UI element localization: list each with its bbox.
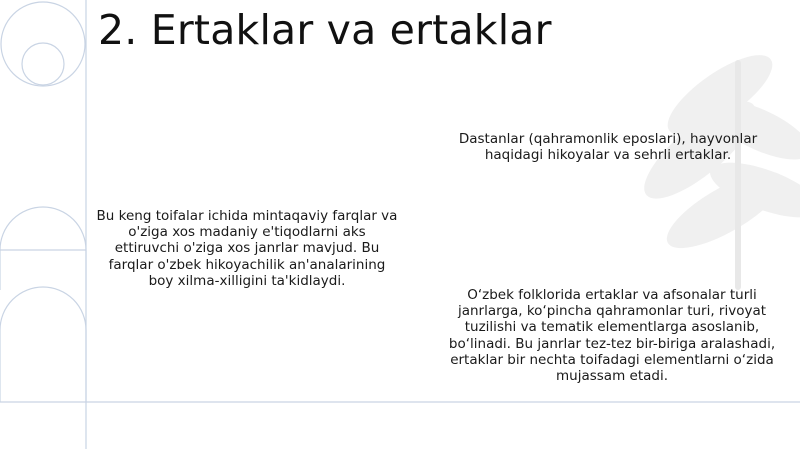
leaf-watermark <box>631 41 800 290</box>
right-top-text-block: Dastanlar (qahramonlik eposlari), hayvonlar haqidagi hikoyalar va sehrli ertaklar. <box>458 131 758 164</box>
outer-circle <box>1 2 85 86</box>
left-text-block: Bu keng toifalar ichida mintaqaviy farqlar va o'ziga xos madaniy e'tiqodlarni aks ettiruvchi o'ziga xos janrlar mavjud. Bu farqlar o'zbek hikoyachilik an'analarining boy xilma-xilligini ta'kidlaydi. <box>96 208 398 289</box>
slide-title: 2. Ertaklar va ertaklar <box>98 6 552 54</box>
upper-arch <box>0 207 86 250</box>
right-bottom-text-block: O‘zbek folklorida ertaklar va afsonalar turli janrlarga, ko‘pincha qahramonlar turi, rivoyat tuzilishi va tematik elementlarga asoslanib, bo‘linadi. Bu janrlar tez-tez bir-biriga aralashadi, ertaklar bir nechta toifadagi elementlarni o‘zida mujassam etadi. <box>448 287 776 385</box>
lower-arch <box>0 287 86 402</box>
inner-circle <box>22 43 64 85</box>
upper-arch-sides <box>0 250 86 290</box>
